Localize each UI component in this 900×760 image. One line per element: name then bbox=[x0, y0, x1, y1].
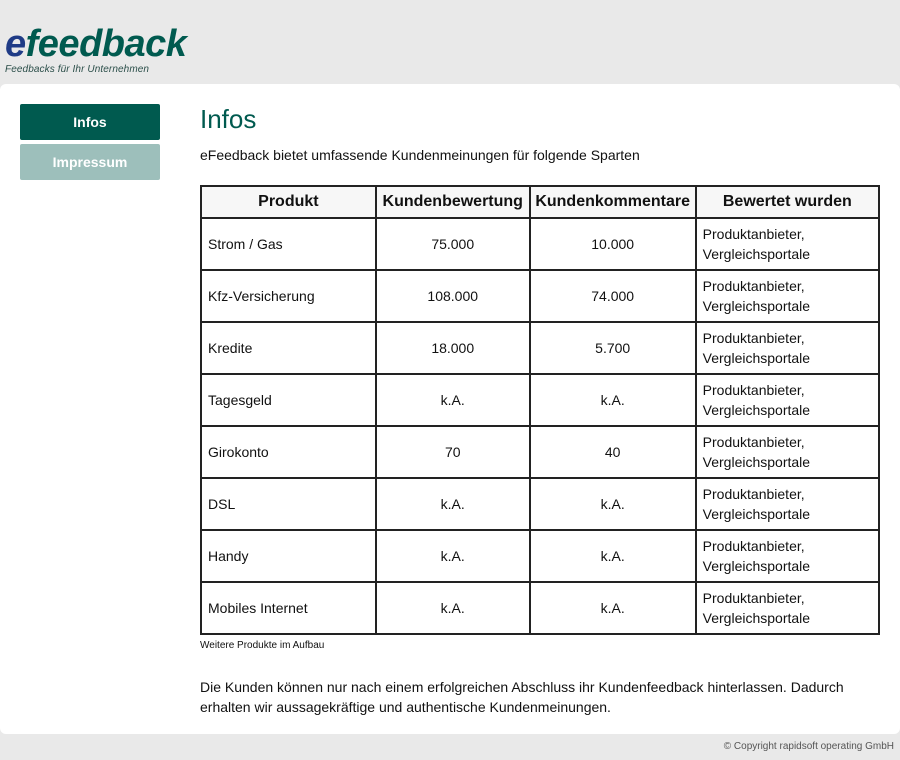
table-row bbox=[201, 270, 879, 322]
logo[interactable] bbox=[5, 24, 186, 75]
cell-bewertet-line2: Vergleichsportale bbox=[702, 350, 811, 366]
cell-kundenkommentare: 74.000 bbox=[530, 270, 696, 322]
table-body bbox=[201, 218, 879, 634]
main-panel bbox=[0, 84, 900, 734]
cell-kundenbewertung: k.A. bbox=[376, 530, 530, 582]
cell-kundenkommentare: 10.000 bbox=[530, 218, 696, 270]
cell-bewertet-line2: Vergleichsportale bbox=[702, 298, 811, 314]
content bbox=[200, 104, 880, 717]
table-row bbox=[201, 426, 879, 478]
cell-bewertet-wurden bbox=[696, 426, 879, 478]
cell-kundenbewertung: 18.000 bbox=[376, 322, 530, 374]
cell-produkt: Strom / Gas bbox=[201, 218, 376, 270]
products-table bbox=[200, 185, 880, 635]
cell-bewertet-line2: Vergleichsportale bbox=[702, 454, 811, 470]
page-title: Infos bbox=[200, 104, 257, 134]
nav-item-infos[interactable]: Infos bbox=[20, 104, 160, 140]
cell-kundenkommentare: k.A. bbox=[530, 478, 696, 530]
cell-produkt: DSL bbox=[201, 478, 376, 530]
cell-bewertet-line1: Produktanbieter, bbox=[702, 434, 805, 450]
table-row bbox=[201, 478, 879, 530]
cell-bewertet-line2: Vergleichsportale bbox=[702, 402, 811, 418]
cell-produkt: Kfz-Versicherung bbox=[201, 270, 376, 322]
nav-item-impressum[interactable]: Impressum bbox=[20, 144, 160, 180]
footer-copyright: © Copyright rapidsoft operating GmbH bbox=[723, 741, 894, 752]
cell-bewertet-line2: Vergleichsportale bbox=[702, 558, 811, 574]
table-row bbox=[201, 218, 879, 270]
cell-produkt: Girokonto bbox=[201, 426, 376, 478]
cell-kundenbewertung: 108.000 bbox=[376, 270, 530, 322]
table-row bbox=[201, 374, 879, 426]
cell-kundenbewertung: k.A. bbox=[376, 374, 530, 426]
logo-rest: feedback bbox=[25, 23, 187, 65]
outro-text: Die Kunden können nur nach einem erfolgreichen Abschluss ihr Kundenfeedback hinterlassen. Dadurch erhalten wir aussagekräftige und authentische Kundenmeinungen. bbox=[200, 679, 844, 715]
cell-produkt: Kredite bbox=[201, 322, 376, 374]
cell-bewertet-wurden bbox=[696, 270, 879, 322]
table-row bbox=[201, 322, 879, 374]
header-kundenkommentare: Kundenkommentare bbox=[530, 186, 696, 218]
cell-bewertet-line2: Vergleichsportale bbox=[702, 506, 811, 522]
table-row bbox=[201, 582, 879, 634]
logo-e: e bbox=[5, 23, 26, 65]
header-bewertet-wurden: Bewertet wurden bbox=[696, 186, 879, 218]
cell-bewertet-wurden bbox=[696, 374, 879, 426]
table-header-row bbox=[201, 186, 879, 218]
cell-bewertet-wurden bbox=[696, 322, 879, 374]
cell-kundenbewertung: k.A. bbox=[376, 478, 530, 530]
cell-kundenbewertung: 70 bbox=[376, 426, 530, 478]
cell-bewertet-line1: Produktanbieter, bbox=[702, 278, 805, 294]
logo-wordmark bbox=[5, 24, 186, 64]
cell-kundenkommentare: k.A. bbox=[530, 530, 696, 582]
cell-produkt: Tagesgeld bbox=[201, 374, 376, 426]
table-row bbox=[201, 530, 879, 582]
cell-bewertet-wurden bbox=[696, 530, 879, 582]
cell-kundenbewertung: 75.000 bbox=[376, 218, 530, 270]
cell-kundenkommentare: 40 bbox=[530, 426, 696, 478]
cell-bewertet-line1: Produktanbieter, bbox=[702, 538, 805, 554]
cell-produkt: Handy bbox=[201, 530, 376, 582]
cell-bewertet-wurden bbox=[696, 478, 879, 530]
header-kundenbewertung: Kundenbewertung bbox=[376, 186, 530, 218]
cell-bewertet-line1: Produktanbieter, bbox=[702, 590, 805, 606]
cell-kundenkommentare: k.A. bbox=[530, 582, 696, 634]
cell-bewertet-line2: Vergleichsportale bbox=[702, 246, 811, 262]
note-text: Weitere Produkte im Aufbau bbox=[200, 640, 325, 651]
cell-bewertet-line2: Vergleichsportale bbox=[702, 610, 811, 626]
sidebar-nav bbox=[20, 104, 160, 184]
cell-bewertet-line1: Produktanbieter, bbox=[702, 330, 805, 346]
cell-bewertet-line1: Produktanbieter, bbox=[702, 382, 805, 398]
cell-bewertet-line1: Produktanbieter, bbox=[702, 226, 805, 242]
cell-produkt: Mobiles Internet bbox=[201, 582, 376, 634]
header bbox=[0, 0, 900, 84]
cell-kundenbewertung: k.A. bbox=[376, 582, 530, 634]
cell-bewertet-wurden bbox=[696, 218, 879, 270]
cell-bewertet-line1: Produktanbieter, bbox=[702, 486, 805, 502]
logo-tagline: Feedbacks für Ihr Unternehmen bbox=[5, 64, 150, 75]
cell-kundenkommentare: k.A. bbox=[530, 374, 696, 426]
intro-text: eFeedback bietet umfassende Kundenmeinungen für folgende Sparten bbox=[200, 147, 640, 163]
cell-kundenkommentare: 5.700 bbox=[530, 322, 696, 374]
header-produkt: Produkt bbox=[201, 186, 376, 218]
cell-bewertet-wurden bbox=[696, 582, 879, 634]
